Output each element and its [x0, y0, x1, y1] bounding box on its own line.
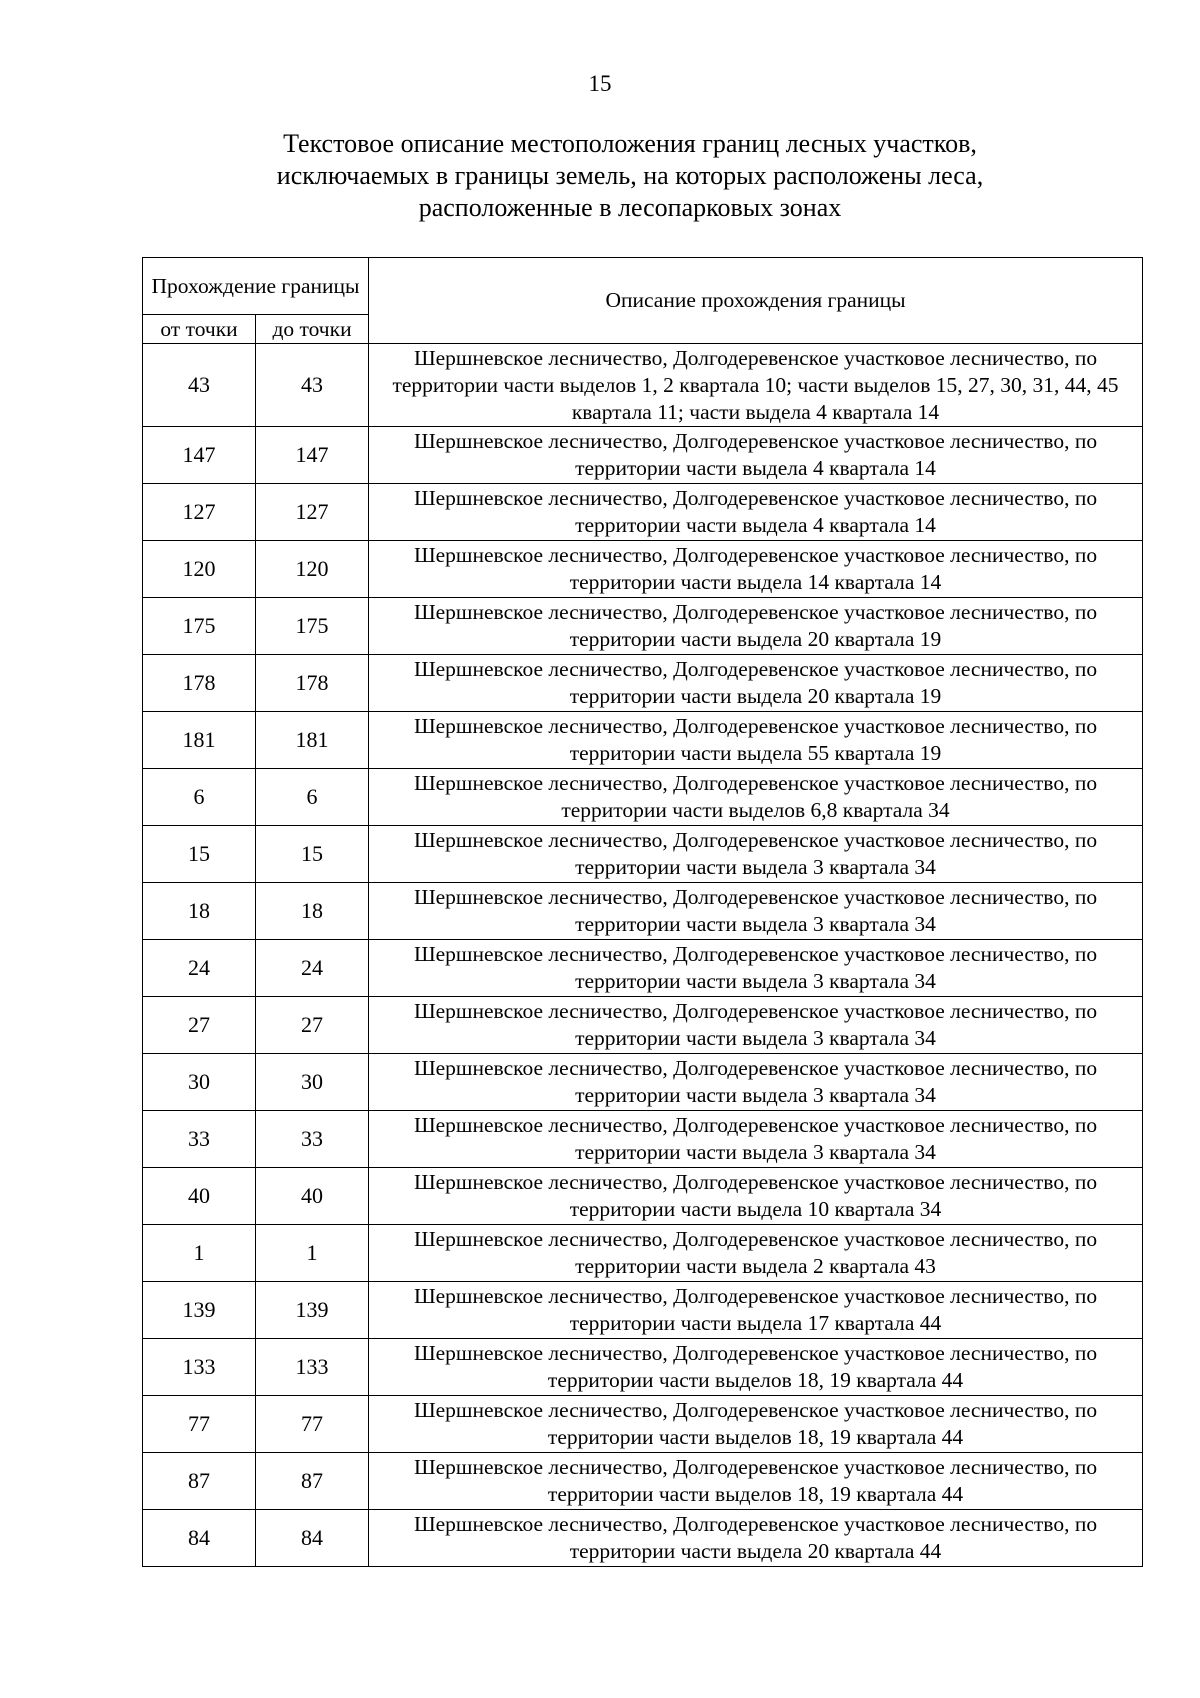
cell-to-point: 178 — [256, 655, 369, 712]
cell-to-point: 147 — [256, 427, 369, 484]
cell-description: Шершневское лесничество, Долгодеревенское участковое лесничество, по территории части выдела 3 квартала 34 — [369, 997, 1143, 1054]
cell-to-point: 133 — [256, 1339, 369, 1396]
cell-from-point: 1 — [143, 1225, 256, 1282]
document-title — [150, 128, 1110, 224]
cell-to-point: 77 — [256, 1396, 369, 1453]
cell-to-point: 24 — [256, 940, 369, 997]
table-row — [143, 598, 1143, 655]
header-description: Описание прохождения границы — [369, 258, 1143, 344]
header-to-point: до точки — [256, 315, 369, 344]
table-row — [143, 1510, 1143, 1567]
table-row — [143, 1282, 1143, 1339]
cell-from-point: 24 — [143, 940, 256, 997]
header-boundary-passage: Прохождение границы — [143, 258, 369, 315]
cell-description: Шершневское лесничество, Долгодеревенское участковое лесничество, по территории части выделов 18, 19 квартала 44 — [369, 1396, 1143, 1453]
cell-to-point: 175 — [256, 598, 369, 655]
cell-description: Шершневское лесничество, Долгодеревенское участковое лесничество, по территории части выдела 3 квартала 34 — [369, 1054, 1143, 1111]
cell-to-point: 139 — [256, 1282, 369, 1339]
cell-from-point: 181 — [143, 712, 256, 769]
cell-description: Шершневское лесничество, Долгодеревенское участковое лесничество, по территории части выдела 10 квартала 34 — [369, 1168, 1143, 1225]
table-row — [143, 712, 1143, 769]
boundary-table — [142, 257, 1143, 1567]
table-row — [143, 1396, 1143, 1453]
cell-from-point: 33 — [143, 1111, 256, 1168]
cell-description: Шершневское лесничество, Долгодеревенское участковое лесничество, по территории части выдела 20 квартала 19 — [369, 598, 1143, 655]
cell-description: Шершневское лесничество, Долгодеревенское участковое лесничество, по территории части выдела 3 квартала 34 — [369, 883, 1143, 940]
cell-to-point: 15 — [256, 826, 369, 883]
header-from-point: от точки — [143, 315, 256, 344]
table-row — [143, 655, 1143, 712]
table-row — [143, 883, 1143, 940]
title-line-1: Текстовое описание местоположения границ лесных участков, — [283, 129, 977, 158]
table-row — [143, 344, 1143, 427]
cell-to-point: 40 — [256, 1168, 369, 1225]
cell-from-point: 127 — [143, 484, 256, 541]
table-row — [143, 427, 1143, 484]
table-row — [143, 826, 1143, 883]
cell-from-point: 87 — [143, 1453, 256, 1510]
table-row — [143, 1054, 1143, 1111]
table-header — [143, 258, 1143, 344]
cell-to-point: 30 — [256, 1054, 369, 1111]
cell-description: Шершневское лесничество, Долгодеревенское участковое лесничество, по территории части выдела 4 квартала 14 — [369, 484, 1143, 541]
cell-description: Шершневское лесничество, Долгодеревенское участковое лесничество, по территории части выдела 3 квартала 34 — [369, 940, 1143, 997]
cell-from-point: 175 — [143, 598, 256, 655]
title-line-3: расположенные в лесопарковых зонах — [418, 193, 842, 222]
cell-to-point: 84 — [256, 1510, 369, 1567]
cell-description: Шершневское лесничество, Долгодеревенское участковое лесничество, по территории части выдела 3 квартала 34 — [369, 826, 1143, 883]
cell-from-point: 133 — [143, 1339, 256, 1396]
cell-description: Шершневское лесничество, Долгодеревенское участковое лесничество, по территории части выделов 6,8 квартала 34 — [369, 769, 1143, 826]
cell-to-point: 43 — [256, 344, 369, 427]
cell-from-point: 147 — [143, 427, 256, 484]
cell-to-point: 18 — [256, 883, 369, 940]
cell-from-point: 30 — [143, 1054, 256, 1111]
cell-description: Шершневское лесничество, Долгодеревенское участковое лесничество, по территории части выдела 17 квартала 44 — [369, 1282, 1143, 1339]
table-row — [143, 940, 1143, 997]
cell-from-point: 84 — [143, 1510, 256, 1567]
cell-from-point: 15 — [143, 826, 256, 883]
cell-description: Шершневское лесничество, Долгодеревенское участковое лесничество, по территории части выдела 3 квартала 34 — [369, 1111, 1143, 1168]
cell-description: Шершневское лесничество, Долгодеревенское участковое лесничество, по территории части выдела 20 квартала 19 — [369, 655, 1143, 712]
cell-to-point: 6 — [256, 769, 369, 826]
table-row — [143, 997, 1143, 1054]
cell-to-point: 33 — [256, 1111, 369, 1168]
cell-description: Шершневское лесничество, Долгодеревенское участковое лесничество, по территории части выделов 1, 2 квартала 10; части выделов 15, 27, 30, 31, 44, 45 квартала 11; части выдела 4 квартала 14 — [369, 344, 1143, 427]
cell-to-point: 127 — [256, 484, 369, 541]
table-body — [143, 344, 1143, 1567]
cell-description: Шершневское лесничество, Долгодеревенское участковое лесничество, по территории части выдела 55 квартала 19 — [369, 712, 1143, 769]
cell-from-point: 40 — [143, 1168, 256, 1225]
cell-from-point: 27 — [143, 997, 256, 1054]
cell-description: Шершневское лесничество, Долгодеревенское участковое лесничество, по территории части выделов 18, 19 квартала 44 — [369, 1453, 1143, 1510]
table-row — [143, 1339, 1143, 1396]
cell-from-point: 18 — [143, 883, 256, 940]
cell-from-point: 6 — [143, 769, 256, 826]
cell-to-point: 1 — [256, 1225, 369, 1282]
cell-to-point: 120 — [256, 541, 369, 598]
cell-to-point: 87 — [256, 1453, 369, 1510]
table-row — [143, 541, 1143, 598]
table-row — [143, 1453, 1143, 1510]
table-row — [143, 484, 1143, 541]
cell-description: Шершневское лесничество, Долгодеревенское участковое лесничество, по территории части выделов 18, 19 квартала 44 — [369, 1339, 1143, 1396]
title-line-2: исключаемых в границы земель, на которых расположены леса, — [276, 161, 984, 190]
cell-from-point: 120 — [143, 541, 256, 598]
cell-from-point: 139 — [143, 1282, 256, 1339]
cell-from-point: 178 — [143, 655, 256, 712]
cell-to-point: 27 — [256, 997, 369, 1054]
table-row — [143, 1168, 1143, 1225]
cell-description: Шершневское лесничество, Долгодеревенское участковое лесничество, по территории части выдела 4 квартала 14 — [369, 427, 1143, 484]
cell-description: Шершневское лесничество, Долгодеревенское участковое лесничество, по территории части выдела 2 квартала 43 — [369, 1225, 1143, 1282]
page-number: 15 — [588, 71, 612, 96]
cell-to-point: 181 — [256, 712, 369, 769]
cell-from-point: 43 — [143, 344, 256, 427]
table-row — [143, 1225, 1143, 1282]
cell-from-point: 77 — [143, 1396, 256, 1453]
table-row — [143, 1111, 1143, 1168]
table-row — [143, 769, 1143, 826]
cell-description: Шершневское лесничество, Долгодеревенское участковое лесничество, по территории части выдела 14 квартала 14 — [369, 541, 1143, 598]
cell-description: Шершневское лесничество, Долгодеревенское участковое лесничество, по территории части выдела 20 квартала 44 — [369, 1510, 1143, 1567]
